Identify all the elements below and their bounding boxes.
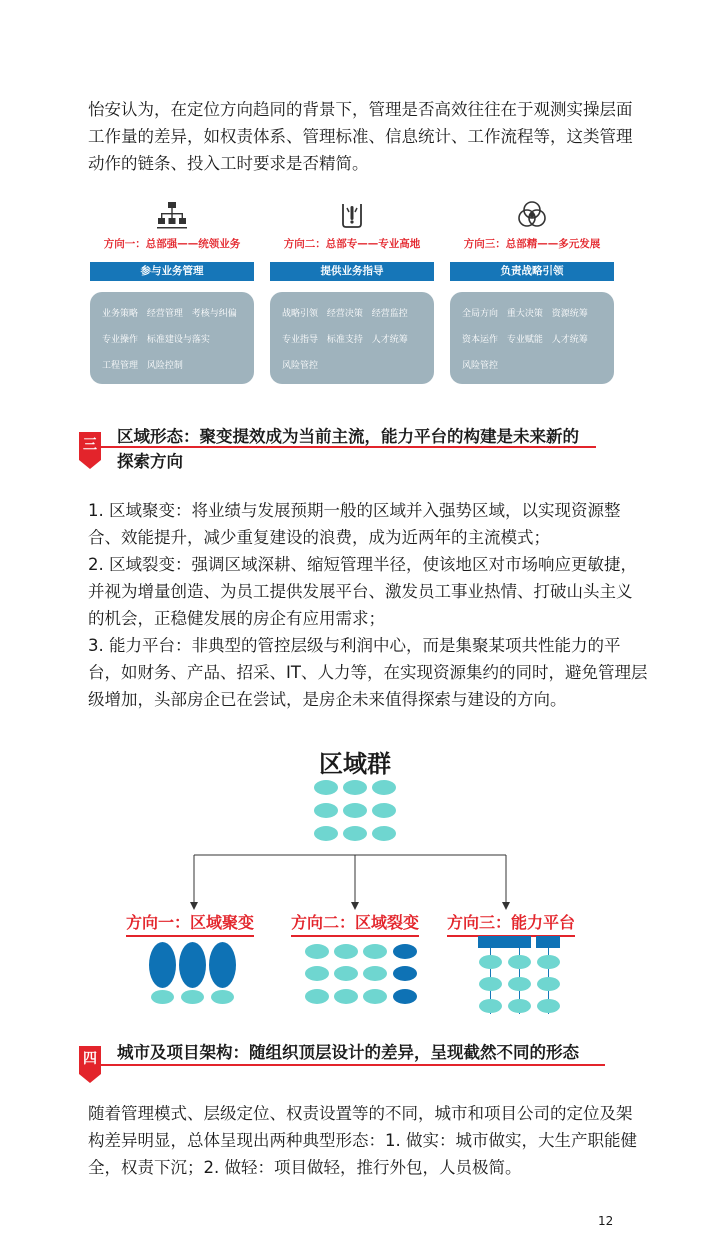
teal-dot (363, 966, 387, 981)
teal-dot (305, 966, 329, 981)
venn-people-icon (517, 200, 547, 230)
blue-oval (149, 942, 176, 988)
teal-dot (314, 803, 338, 818)
section-underline (100, 446, 596, 448)
direction-box (90, 292, 254, 384)
teal-dot (537, 955, 560, 969)
connector-lines (180, 850, 520, 912)
box-row: 资本运作 专业赋能 人才统筹 (462, 335, 588, 345)
direction-box (270, 292, 434, 384)
teal-dot (334, 966, 358, 981)
box-row: 战略引领 经营决策 经营监控 (282, 309, 408, 319)
teal-dot (479, 977, 502, 991)
teal-dot (181, 990, 204, 1004)
teal-dot (508, 977, 531, 991)
box-row: 风险管控 (282, 361, 319, 371)
list-item: 3. 能力平台：非典型的管控层级与利润中心，而是集聚某项共性能力的平台，如财务、产品、招采、IT、人力等，在实现资源集约的同时，避免管理层级增加，头部房企已在尝试，是房企未来值得探索与建设的方向。 (88, 636, 648, 709)
direction-bar: 提供业务指导 (270, 262, 434, 281)
teal-dot (334, 944, 358, 959)
section-title (117, 424, 579, 474)
blue-dot (393, 944, 417, 959)
teal-dot (372, 780, 396, 795)
blue-dot (393, 989, 417, 1004)
box-row: 业务策略 经营管理 考核与纠偏 (102, 309, 237, 319)
diagram-direction-3: 方向三：能力平台 (447, 912, 575, 937)
teal-dot (479, 955, 502, 969)
section-title-line: 探索方向 (117, 452, 183, 471)
teal-dot (343, 803, 367, 818)
section-underline (100, 1064, 605, 1066)
diagram-direction-1: 方向一：区域聚变 (126, 912, 254, 937)
platform-bar (536, 936, 560, 948)
direction-bar: 参与业务管理 (90, 262, 254, 281)
list-item: 1. 区域聚变：将业绩与发展预期一般的区域并入强势区域，以实现资源整合、效能提升，减少重复建设的浪费，成为近两年的主流模式； (88, 501, 621, 547)
teal-dot (537, 999, 560, 1013)
direction-bar: 负责战略引领 (450, 262, 614, 281)
teal-dot (343, 826, 367, 841)
section4-text: 随着管理模式、层级定位、权责设置等的不同，城市和项目公司的定位及架构差异明显，总体呈现出两种典型形态：1. 做实：城市做实，大生产职能健全，权责下沉；2. 做轻：项目做轻，推行外包，人员极简。 (88, 1104, 637, 1177)
hand-target-icon (337, 200, 367, 230)
teal-dot (314, 780, 338, 795)
list-item: 2. 区域裂变：强调区域深耕、缩短管理半径，使该地区对市场响应更敏捷，并视为增量创造、为员工提供发展平台、激发员工事业热情、打破山头主义的机会，正稳健发展的房企有应用需求； (88, 555, 637, 628)
direction-box (450, 292, 614, 384)
teal-dot (151, 990, 174, 1004)
teal-dot (211, 990, 234, 1004)
teal-dot (305, 989, 329, 1004)
section3-list (88, 497, 648, 713)
box-row: 工程管理 风险控制 (102, 361, 183, 371)
box-row: 全局方向 重大决策 资源统筹 (462, 309, 588, 319)
intro-paragraph (88, 96, 648, 177)
blue-oval (209, 942, 236, 988)
diagram-direction-2: 方向二：区域裂变 (291, 912, 419, 937)
teal-dot (372, 803, 396, 818)
teal-dot (343, 780, 367, 795)
box-row: 风险管控 (462, 361, 499, 371)
diagram-title: 区域群 (319, 750, 391, 778)
teal-dot (537, 977, 560, 991)
box-row: 专业指导 标准支持 人才统筹 (282, 335, 408, 345)
intro-text: 怡安认为，在定位方向趋同的背景下，管理是否高效往往在于观测实操层面工作量的差异，如权责体系、管理标准、信息统计、工作流程等，这类管理动作的链条、投入工时要求是否精简。 (88, 100, 633, 173)
direction-label: 方向二：总部专——专业高地 (283, 238, 421, 250)
teal-dot (363, 989, 387, 1004)
page-number: 12 (598, 1214, 614, 1228)
direction-label: 方向一：总部强——统领业务 (103, 238, 241, 250)
teal-dot (363, 944, 387, 959)
teal-dot (508, 955, 531, 969)
box-row: 专业操作 标准建设与落实 (102, 335, 210, 345)
teal-dot (305, 944, 329, 959)
direction-label: 方向三：总部精——多元发展 (463, 238, 601, 250)
section-title: 城市及项目架构：随组织顶层设计的差异，呈现截然不同的形态 (117, 1043, 579, 1062)
teal-dot (508, 999, 531, 1013)
teal-dot (334, 989, 358, 1004)
platform-bar (478, 936, 531, 948)
section-badge: 四 (79, 1046, 101, 1074)
blue-dot (393, 966, 417, 981)
teal-dot (479, 999, 502, 1013)
org-chart-icon (157, 200, 187, 230)
teal-dot (314, 826, 338, 841)
section4-paragraph (88, 1100, 644, 1181)
teal-dot (372, 826, 396, 841)
section-title-line: 区域形态：聚变提效成为当前主流，能力平台的构建是未来新的 (117, 427, 579, 446)
blue-oval (179, 942, 206, 988)
section-badge: 三 (79, 432, 101, 460)
